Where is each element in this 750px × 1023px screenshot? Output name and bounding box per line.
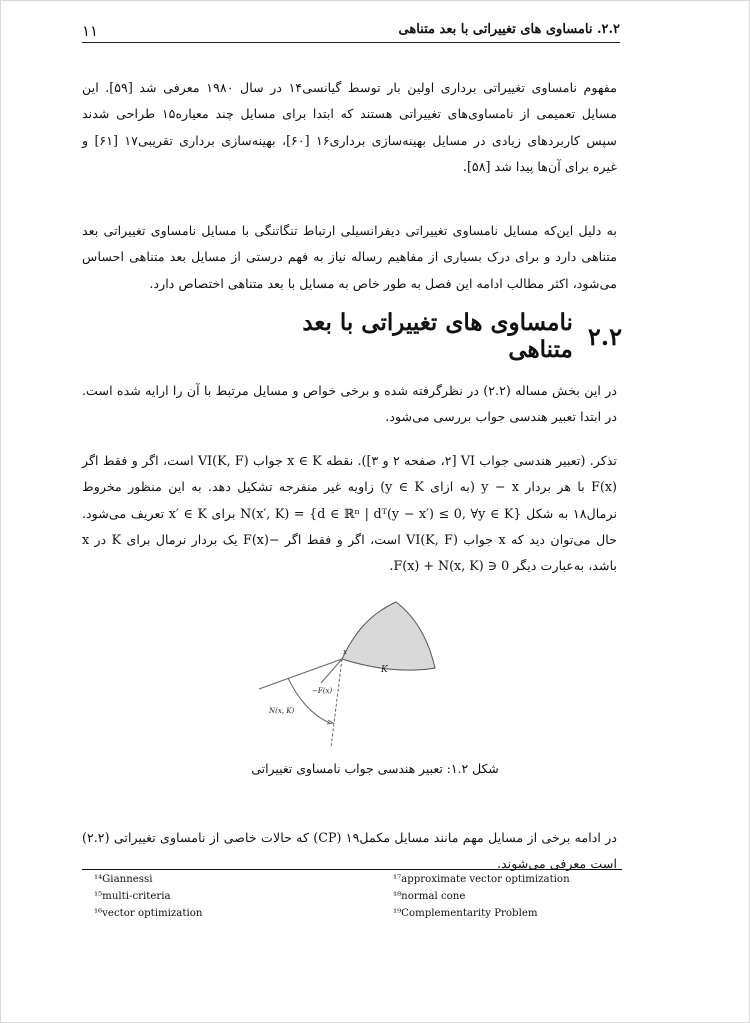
footnote-15: ¹⁵multi-criteria: [94, 891, 171, 902]
negative-field-label: −F(x): [312, 687, 333, 695]
normal-cone-arc: [288, 678, 333, 723]
section-title: نامساوی های تغییراتی با بعد متناهی: [302, 309, 573, 363]
page-number: ۱۱: [82, 22, 99, 40]
paragraph-remark: تذکر. (تعبیر هندسی جواب VI [۲، صفحه ۲ و ۳]). نقطه x ∈ K جواب VI(K, F) است، اگر و فقط اگر F(x) با هر بردار y − x (به ازای y ∈ K) زاویه غیر منفرجه تشکیل دهد. به این منظور مخروط نرمال۱۸ به شکل N(x′, K) = {d ∈ ℝⁿ | dᵀ(y − x′) ≤ 0, ∀y ∈ K} برای x′ ∈ K تعریف می‌شود. حال می‌توان دید که x جواب VI(K, F) است، اگر و فقط اگر −F(x) یک بردار نرمال برای K در x باشد، به‌عبارت دیگر 0 ∈ F(x) + N(x, K).: [82, 452, 618, 574]
footnotes-right: [393, 871, 593, 922]
running-header: [82, 20, 620, 43]
figure-svg: [245, 594, 457, 754]
paragraph-intro: مفهوم نامساوی تغییراتی برداری اولین بار توسط گیانسی۱۴ در سال ۱۹۸۰ معرفی شد [۵۹]. این مسایل تعمیمی از نامساوی‌های تغییراتی هستند که ابتدا برای مسایل چند معیاره۱۵ طراحی شدند سپس کاربردهای زیادی در مسایل بهینه‌سازی برداری۱۶ [۶۰]، بهینه‌سازی برداری تقریبی۱۷ [۶۱] و غیره برای آن‌ها پیدا شد [۵۸].: [82, 79, 618, 174]
section-heading: [232, 309, 622, 363]
region-label: K: [381, 665, 388, 675]
paragraph-complementarity: در ادامه برخی از مسایل مهم مانند مسایل مکمل۱۹ (CP) که حالات خاصی از نامساوی تغییراتی (۲.۲) است معرفی می‌شوند.: [82, 829, 618, 872]
footnote-17: ¹⁷approximate vector optimization: [393, 874, 570, 885]
footnote-18: ¹⁸normal cone: [393, 891, 466, 902]
normal-cone-label: N(x, K): [269, 707, 295, 715]
tangent-ray-left: [259, 659, 342, 689]
point-label: x: [343, 648, 347, 656]
footnotes: [82, 869, 622, 930]
paragraph-motivation: به دلیل این‌که مسایل نامساوی تغییراتی دیفرانسیلی ارتباط تنگاتنگی با مسایل نامساوی تغییراتی بعد متناهی دارد و برای درک بسیاری از مفاهیم رساله نیاز به فهم درستی از مسایل بعد متناهی احساس می‌شود، اکثر مطالب ادامه این فصل به طور خاص به مسایل با بعد متناهی اختصاص دارد.: [82, 222, 617, 291]
footnote-19: ¹⁹Complementarity Problem: [393, 908, 538, 919]
footnote-16: ¹⁶vector optimization: [94, 908, 203, 919]
figure-caption: شکل ۱.۲: تعبیر هندسی جواب نامساوی تغییراتی: [251, 761, 499, 776]
running-title: ۲.۲. نامساوی های تغییراتی با بعد متناهی: [398, 22, 620, 37]
footnotes-left: [94, 871, 294, 922]
geometric-figure: [245, 594, 457, 754]
section-number: ۲.۲: [587, 321, 622, 351]
paragraph-section-intro: در این بخش مساله (۲.۲) در نظرگرفته شده و برخی خواص و مسایل مرتبط با آن را ارایه شده است. در ابتدا تعبیر هندسی جواب بررسی می‌شود.: [82, 382, 617, 425]
footnote-14: ¹⁴Giannessi: [94, 874, 153, 885]
feasible-region-k: [342, 602, 435, 670]
normal-ray: [331, 659, 342, 747]
